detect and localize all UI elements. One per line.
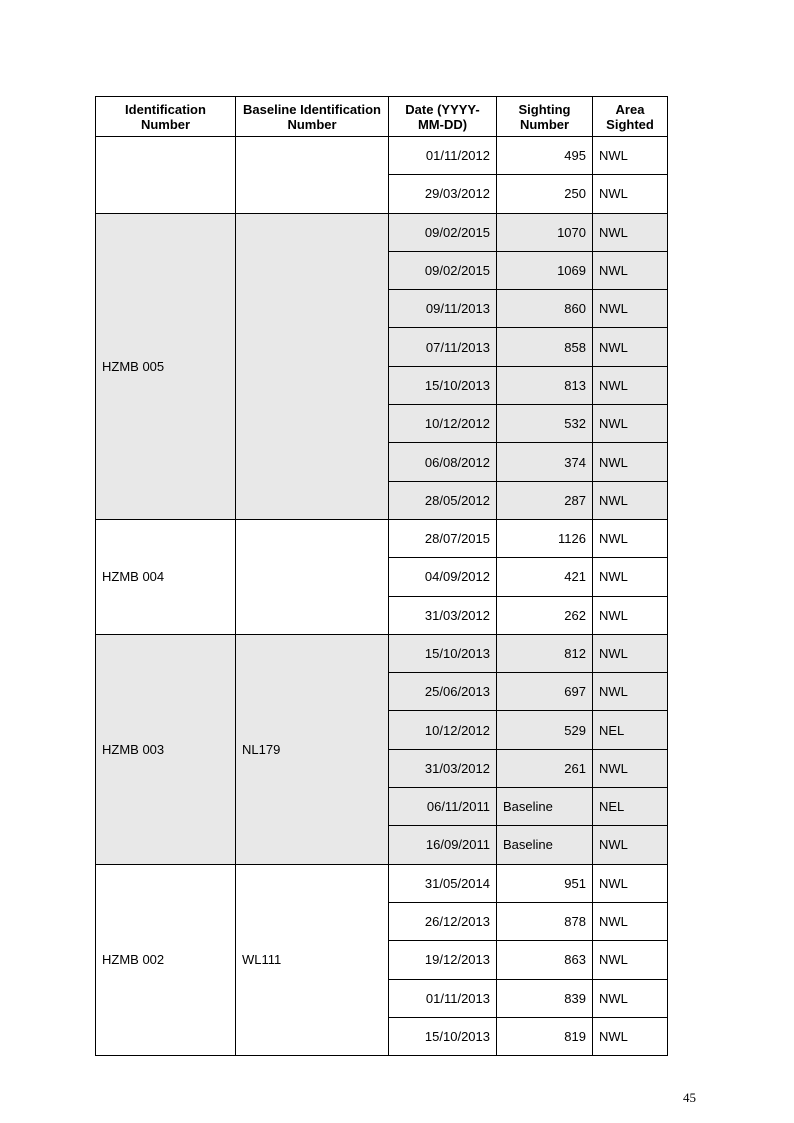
area-sighted-cell: NWL (593, 481, 668, 519)
date-cell: 09/02/2015 (389, 251, 497, 289)
page-number: 45 (683, 1090, 696, 1105)
area-sighted-cell: NWL (593, 213, 668, 251)
area-sighted-cell: NWL (593, 405, 668, 443)
area-sighted-cell: NEL (593, 711, 668, 749)
date-cell: 07/11/2013 (389, 328, 497, 366)
baseline-identification-cell (236, 137, 389, 214)
area-sighted-cell: NWL (593, 979, 668, 1017)
sighting-number-cell: 374 (497, 443, 593, 481)
area-sighted-cell: NWL (593, 864, 668, 902)
date-cell: 10/12/2012 (389, 405, 497, 443)
table-row (96, 519, 668, 557)
header-sighting-number: Sighting Number (497, 97, 593, 137)
date-cell: 28/07/2015 (389, 519, 497, 557)
date-cell: 26/12/2013 (389, 902, 497, 940)
area-sighted-cell: NWL (593, 1017, 668, 1055)
identification-number-cell: HZMB 004 (96, 519, 236, 634)
date-cell: 31/05/2014 (389, 864, 497, 902)
date-cell: 15/10/2013 (389, 634, 497, 672)
date-cell: 25/06/2013 (389, 673, 497, 711)
table-row (96, 864, 668, 902)
sighting-number-cell: Baseline (497, 826, 593, 864)
area-sighted-cell: NWL (593, 519, 668, 557)
date-cell: 01/11/2013 (389, 979, 497, 1017)
header-area-sighted: Area Sighted (593, 97, 668, 137)
sighting-number-cell: 858 (497, 328, 593, 366)
area-sighted-cell: NWL (593, 290, 668, 328)
date-cell: 31/03/2012 (389, 596, 497, 634)
sighting-number-cell: 839 (497, 979, 593, 1017)
sighting-number-cell: 421 (497, 558, 593, 596)
sighting-number-cell: 697 (497, 673, 593, 711)
date-cell: 29/03/2012 (389, 175, 497, 213)
sighting-number-cell: 863 (497, 941, 593, 979)
sighting-number-cell: 287 (497, 481, 593, 519)
sighting-number-cell: 1069 (497, 251, 593, 289)
identification-number-cell: HZMB 005 (96, 213, 236, 519)
sighting-number-cell: 860 (497, 290, 593, 328)
baseline-identification-cell: WL111 (236, 864, 389, 1055)
sighting-number-cell: 529 (497, 711, 593, 749)
baseline-identification-cell (236, 213, 389, 519)
area-sighted-cell: NWL (593, 902, 668, 940)
area-sighted-cell: NWL (593, 175, 668, 213)
sighting-number-cell: 261 (497, 749, 593, 787)
area-sighted-cell: NWL (593, 673, 668, 711)
header-identification-number: Identification Number (96, 97, 236, 137)
identification-number-cell: HZMB 002 (96, 864, 236, 1055)
table-row (96, 634, 668, 672)
sighting-number-cell: Baseline (497, 788, 593, 826)
sighting-number-cell: 532 (497, 405, 593, 443)
sighting-number-cell: 819 (497, 1017, 593, 1055)
area-sighted-cell: NWL (593, 634, 668, 672)
area-sighted-cell: NWL (593, 826, 668, 864)
area-sighted-cell: NWL (593, 941, 668, 979)
date-cell: 06/11/2011 (389, 788, 497, 826)
area-sighted-cell: NWL (593, 558, 668, 596)
date-cell: 10/12/2012 (389, 711, 497, 749)
date-cell: 31/03/2012 (389, 749, 497, 787)
sightings-table (95, 96, 668, 1056)
date-cell: 19/12/2013 (389, 941, 497, 979)
sighting-number-cell: 1070 (497, 213, 593, 251)
area-sighted-cell: NWL (593, 749, 668, 787)
area-sighted-cell: NWL (593, 251, 668, 289)
identification-number-cell (96, 137, 236, 214)
date-cell: 01/11/2012 (389, 137, 497, 175)
area-sighted-cell: NWL (593, 366, 668, 404)
identification-number-cell: HZMB 003 (96, 634, 236, 864)
sighting-number-cell: 1126 (497, 519, 593, 557)
sighting-number-cell: 495 (497, 137, 593, 175)
sighting-number-cell: 878 (497, 902, 593, 940)
sighting-number-cell: 951 (497, 864, 593, 902)
sighting-number-cell: 813 (497, 366, 593, 404)
date-cell: 15/10/2013 (389, 1017, 497, 1055)
header-date: Date (YYYY-MM-DD) (389, 97, 497, 137)
sighting-number-cell: 250 (497, 175, 593, 213)
date-cell: 06/08/2012 (389, 443, 497, 481)
baseline-identification-cell: NL179 (236, 634, 389, 864)
date-cell: 04/09/2012 (389, 558, 497, 596)
date-cell: 09/11/2013 (389, 290, 497, 328)
date-cell: 15/10/2013 (389, 366, 497, 404)
sighting-number-cell: 262 (497, 596, 593, 634)
baseline-identification-cell (236, 519, 389, 634)
date-cell: 09/02/2015 (389, 213, 497, 251)
area-sighted-cell: NWL (593, 137, 668, 175)
area-sighted-cell: NWL (593, 443, 668, 481)
area-sighted-cell: NEL (593, 788, 668, 826)
sighting-number-cell: 812 (497, 634, 593, 672)
area-sighted-cell: NWL (593, 596, 668, 634)
table-row (96, 137, 668, 175)
date-cell: 28/05/2012 (389, 481, 497, 519)
table-body (96, 137, 668, 1056)
header-baseline-identification-number: Baseline Identification Number (236, 97, 389, 137)
date-cell: 16/09/2011 (389, 826, 497, 864)
area-sighted-cell: NWL (593, 328, 668, 366)
header-row (96, 97, 668, 137)
table-row (96, 213, 668, 251)
